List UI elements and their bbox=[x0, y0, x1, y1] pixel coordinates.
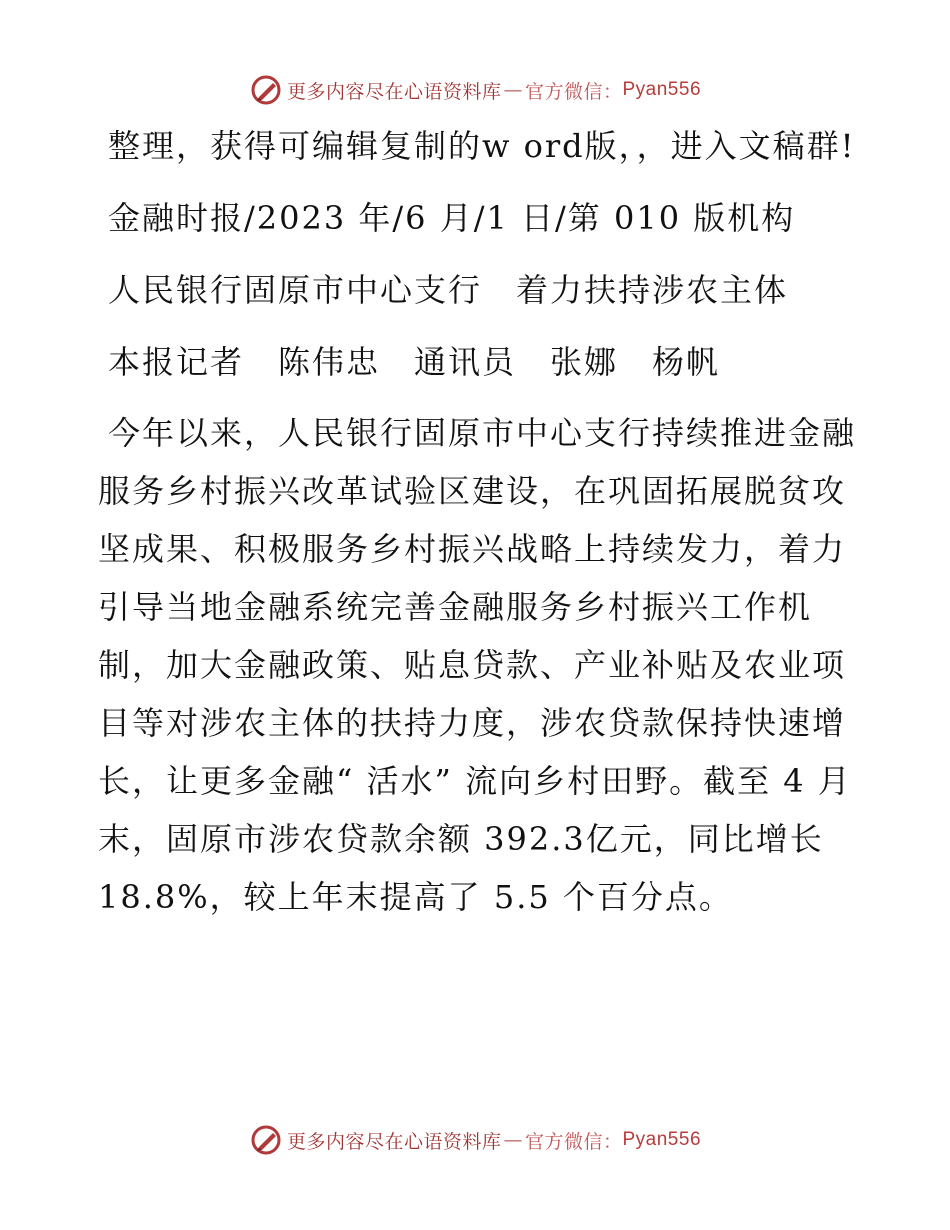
footer-watermark bbox=[0, 1120, 950, 1160]
watermark-contact-id: Pyan556 bbox=[622, 1129, 702, 1150]
watermark-dash: — bbox=[503, 79, 523, 101]
header-watermark bbox=[0, 70, 950, 110]
pen-logo-icon bbox=[249, 1123, 283, 1157]
intro-line: 整理，获得可编辑复制的w ord版，，进入文稿群! bbox=[108, 127, 856, 165]
watermark-text: 更多内容尽在心语资料库 bbox=[286, 80, 502, 103]
article-paragraph: 今年以来，人民银行固原市中心支行持续推进金融服务乡村振兴改革试验区建设，在巩固拓展脱贫攻坚成果、积极服务乡村振兴战略上持续发力，着力引导当地金融系统完善金融服务乡村振兴工作机制，加大金融政策、贴息贷款、产业补贴及农业项目等对涉农主体的扶持力度，涉农贷款保持快速增长，让更多金融“ 活水” 流向乡村田野。截至 4 月末，固原市涉农贷款余额 392.3亿元，同比增长 18.8%，较上年末提高了 5.5 个百分点。 bbox=[98, 414, 857, 916]
watermark-contact-id: Pyan556 bbox=[622, 79, 702, 100]
pen-logo-icon bbox=[249, 73, 283, 107]
document-body bbox=[98, 120, 858, 926]
headline: 人民银行固原市中心支行 着力扶持涉农主体 bbox=[108, 271, 789, 309]
byline: 本报记者 陈伟忠 通讯员 张娜 杨帆 bbox=[108, 343, 721, 381]
watermark-dash: — bbox=[503, 1129, 523, 1151]
watermark-contact-label: 官方微信： bbox=[524, 80, 623, 103]
watermark-text: 更多内容尽在心语资料库 bbox=[286, 1130, 502, 1153]
watermark-contact-label: 官方微信： bbox=[524, 1130, 623, 1153]
source-line: 金融时报/2023 年/6 月/1 日/第 010 版机构 bbox=[108, 199, 796, 237]
